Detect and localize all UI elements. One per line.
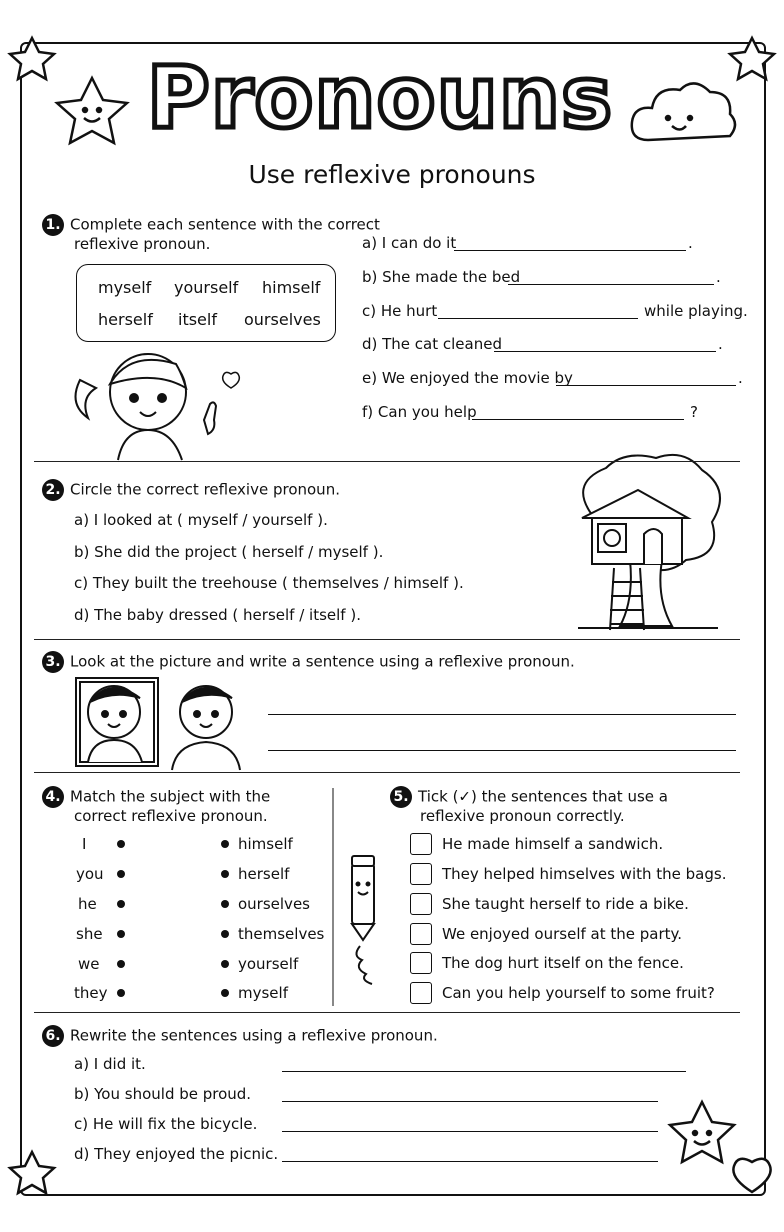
word-bank-item: herself xyxy=(98,310,153,329)
word-bank-item: ourselves xyxy=(244,310,321,329)
sentence-b: b) She made the bed xyxy=(362,268,521,286)
tick-checkbox[interactable] xyxy=(410,863,432,885)
prompt-text: Complete each sentence with the correct xyxy=(70,215,380,234)
match-dot[interactable] xyxy=(221,900,229,908)
sentence-a: a) I can do it xyxy=(362,234,457,252)
circle-item[interactable]: c) They built the treehouse ( themselves / himself ). xyxy=(74,574,464,592)
section-number: 5. xyxy=(390,786,412,808)
circle-item[interactable]: a) I looked at ( myself / yourself ). xyxy=(74,511,328,529)
tick-sentence: Can you help yourself to some fruit? xyxy=(442,984,715,1002)
answer-blank[interactable] xyxy=(438,318,638,319)
rewrite-sentence: b) You should be proud. xyxy=(74,1085,252,1103)
pronoun-word: myself xyxy=(238,984,288,1002)
match-dot[interactable] xyxy=(221,870,229,878)
tick-checkbox[interactable] xyxy=(410,923,432,945)
word-bank-item: myself xyxy=(98,278,152,297)
sentence-f: f) Can you help xyxy=(362,403,477,421)
tick-sentence: She taught herself to ride a bike. xyxy=(442,895,689,913)
writing-line[interactable] xyxy=(268,750,736,751)
match-dot[interactable] xyxy=(221,930,229,938)
answer-blank[interactable] xyxy=(494,351,716,352)
pronoun-word: ourselves xyxy=(238,895,310,913)
word-bank-item: itself xyxy=(178,310,217,329)
match-dot[interactable] xyxy=(117,930,125,938)
prompt-text: Look at the picture and write a sentence using a reflexive pronoun. xyxy=(70,652,575,671)
word-bank xyxy=(76,264,336,342)
prompt-text: Rewrite the sentences using a reflexive pronoun. xyxy=(70,1026,438,1045)
punctuation: ? xyxy=(690,403,698,421)
circle-item[interactable]: d) The baby dressed ( herself / itself ). xyxy=(74,606,361,624)
page-subtitle: Use reflexive pronouns xyxy=(248,160,536,189)
rewrite-sentence: c) He will fix the bicycle. xyxy=(74,1115,258,1133)
answer-blank[interactable] xyxy=(454,250,686,251)
match-dot[interactable] xyxy=(221,840,229,848)
subject-word: he xyxy=(78,895,97,913)
sentence-end: while playing. xyxy=(644,302,748,320)
tick-sentence: They helped himselves with the bags. xyxy=(442,865,727,883)
section-divider xyxy=(34,1012,740,1013)
answer-blank[interactable] xyxy=(556,385,736,386)
smiling-star-icon xyxy=(57,78,127,143)
punctuation: . xyxy=(738,369,743,387)
sentence-d: d) The cat cleaned xyxy=(362,335,502,353)
writing-line[interactable] xyxy=(282,1161,658,1162)
answer-blank[interactable] xyxy=(508,284,714,285)
section-number: 1. xyxy=(42,214,64,236)
prompt-text-2: reflexive pronoun. xyxy=(74,235,211,253)
pronoun-word: himself xyxy=(238,835,293,853)
tick-checkbox[interactable] xyxy=(410,982,432,1004)
match-dot[interactable] xyxy=(221,960,229,968)
match-dot[interactable] xyxy=(221,989,229,997)
cloud-icon xyxy=(632,83,735,140)
section-2-prompt xyxy=(42,479,340,501)
circle-item[interactable]: b) She did the project ( herself / myself ). xyxy=(74,543,384,561)
section-number: 6. xyxy=(42,1025,64,1047)
match-dot[interactable] xyxy=(117,900,125,908)
smiling-star-icon xyxy=(670,1102,734,1162)
rewrite-sentence: a) I did it. xyxy=(74,1055,146,1073)
section-5-prompt xyxy=(390,786,668,808)
pronoun-word: herself xyxy=(238,865,290,883)
section-number: 4. xyxy=(42,786,64,808)
writing-line[interactable] xyxy=(282,1101,658,1102)
sentence-e: e) We enjoyed the movie by xyxy=(362,369,573,387)
writing-line[interactable] xyxy=(268,714,736,715)
tick-sentence: We enjoyed ourself at the party. xyxy=(442,925,683,943)
prompt-text: Match the subject with the xyxy=(70,787,271,806)
match-dot[interactable] xyxy=(117,960,125,968)
treehouse-illustration xyxy=(578,455,720,630)
subject-word: I xyxy=(82,835,87,853)
page-title: Pronouns xyxy=(146,48,614,148)
small-heart-icon xyxy=(223,372,240,388)
answer-blank[interactable] xyxy=(472,419,684,420)
girl-illustration xyxy=(76,354,217,460)
section-6-prompt xyxy=(42,1025,438,1047)
section-number: 2. xyxy=(42,479,64,501)
tick-checkbox[interactable] xyxy=(410,833,432,855)
tick-checkbox[interactable] xyxy=(410,893,432,915)
prompt-text: Tick (✓) the sentences that use a xyxy=(418,787,668,806)
tick-sentence: He made himself a sandwich. xyxy=(442,835,664,853)
section-divider xyxy=(34,772,740,773)
prompt-text: Circle the correct reflexive pronoun. xyxy=(70,480,340,499)
rewrite-sentence: d) They enjoyed the picnic. xyxy=(74,1145,279,1163)
word-bank-item: yourself xyxy=(174,278,239,297)
tick-checkbox[interactable] xyxy=(410,952,432,974)
punctuation: . xyxy=(688,234,693,252)
subject-word: they xyxy=(74,984,108,1002)
pronoun-word: themselves xyxy=(238,925,325,943)
writing-line[interactable] xyxy=(282,1131,658,1132)
boys-illustration xyxy=(76,678,240,770)
tick-sentence: The dog hurt itself on the fence. xyxy=(442,954,684,972)
match-dot[interactable] xyxy=(117,840,125,848)
match-dot[interactable] xyxy=(117,870,125,878)
subject-word: she xyxy=(76,925,103,943)
section-4-prompt xyxy=(42,786,270,808)
subject-word: you xyxy=(76,865,104,883)
heart-icon xyxy=(733,1159,770,1192)
prompt-text-2: correct reflexive pronoun. xyxy=(74,807,268,825)
pronoun-word: yourself xyxy=(238,955,299,973)
punctuation: . xyxy=(716,268,721,286)
section-divider xyxy=(34,639,740,640)
title-area xyxy=(140,48,620,158)
sentence-c: c) He hurt xyxy=(362,302,438,320)
section-1-prompt xyxy=(42,214,380,236)
writing-line[interactable] xyxy=(282,1071,686,1072)
pencil-illustration xyxy=(352,856,374,984)
match-dot[interactable] xyxy=(117,989,125,997)
punctuation: . xyxy=(718,335,723,353)
section-divider xyxy=(34,461,740,462)
prompt-text-2: reflexive pronoun correctly. xyxy=(420,807,625,825)
word-bank-item: himself xyxy=(262,278,321,297)
subject-word: we xyxy=(78,955,100,973)
section-number: 3. xyxy=(42,651,64,673)
section-3-prompt xyxy=(42,651,575,673)
